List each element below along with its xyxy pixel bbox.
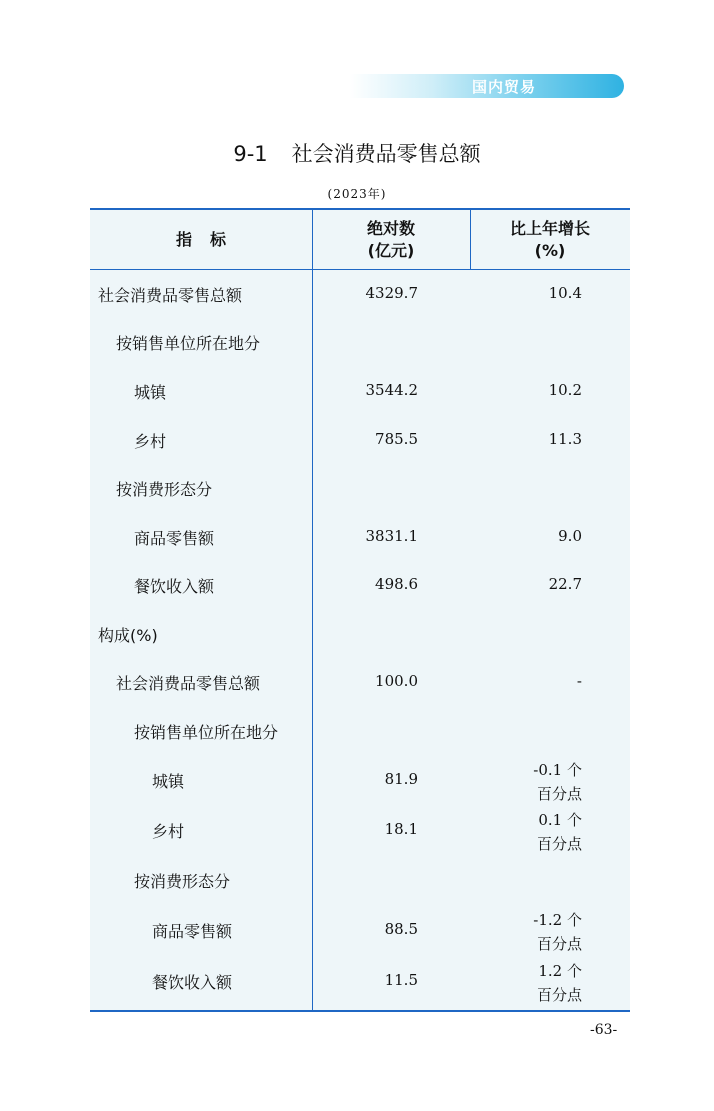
row-growth [537,808,582,856]
row-growth: 10.4 [548,284,582,302]
row-growth: - [576,672,582,690]
row-label: 商品零售额 [134,529,215,548]
row-value: 3544.2 [365,381,418,399]
row-growth: 22.7 [548,575,582,593]
row-growth-number: 1.2 [538,962,563,980]
row-value: 498.6 [375,575,418,593]
row-label: 乡村 [152,822,185,841]
year-note: (2023年) [327,187,387,201]
row-label: 社会消费品零售总额 [98,286,243,305]
row-growth: 9.0 [558,527,582,545]
row-growth [533,758,582,806]
row-growth-unit: 个 [566,811,582,829]
table-row [90,907,630,955]
row-label: 城镇 [152,772,185,791]
row-value: 100.0 [375,672,418,690]
table-row [90,958,630,1006]
row-growth [537,959,582,1007]
row-growth: 11.3 [548,430,582,448]
row-label: 商品零售额 [152,922,233,941]
table-row [90,514,630,562]
row-growth-unit-line2: 百分点 [536,935,582,953]
table-row [90,319,630,367]
table-row [90,757,630,805]
row-growth-unit: 个 [566,962,582,980]
table-row [90,611,630,659]
header-absolute-unit: (亿元) [367,240,415,260]
row-growth-number: -1.2 [533,911,563,929]
header-absolute-title: 绝对数 [366,218,415,238]
table-row [90,659,630,707]
row-value: 11.5 [384,971,418,989]
row-label: 按销售单位所在地分 [134,723,279,742]
table-number: 9-1 [233,142,268,166]
header-growth-unit: (%) [534,240,566,260]
row-growth-unit-line2: 百分点 [536,986,582,1004]
row-value: 81.9 [384,770,418,788]
table-row [90,465,630,513]
header-growth [470,210,630,269]
table-row [90,271,630,319]
table-row [90,368,630,416]
table-row [90,857,630,905]
row-label: 按销售单位所在地分 [116,334,261,353]
row-label: 餐饮收入额 [134,577,215,596]
row-label: 社会消费品零售总额 [116,674,261,693]
row-label: 乡村 [134,432,167,451]
row-label: 餐饮收入额 [152,973,233,992]
section-tab [350,74,624,98]
row-growth-unit-line2: 百分点 [536,785,582,803]
row-growth-unit: 个 [566,911,582,929]
row-growth [533,908,582,956]
row-label: 按消费形态分 [116,480,213,499]
row-growth: 10.2 [548,381,582,399]
row-label: 构成(%) [98,626,158,645]
row-value: 88.5 [384,920,418,938]
row-value: 4329.7 [365,284,418,302]
table-row [90,708,630,756]
row-growth-number: 0.1 [538,811,563,829]
row-label: 按消费形态分 [134,872,231,891]
row-value: 18.1 [384,820,418,838]
header-absolute [312,210,470,269]
header-growth-title: 比上年增长 [509,218,590,238]
table-title-text: 社会消费品零售总额 [291,142,481,166]
table-row [90,417,630,465]
page-number: -63- [590,1022,618,1038]
row-label: 城镇 [134,383,167,402]
row-growth-unit-line2: 百分点 [536,835,582,853]
header-indicator: 指标 [175,229,244,249]
row-growth-unit: 个 [566,761,582,779]
row-value: 3831.1 [365,527,418,545]
section-tab-label: 国内贸易 [472,78,537,96]
table-row [90,562,630,610]
table-title [0,138,714,168]
table-row [90,807,630,855]
data-table [90,208,630,1012]
row-value: 785.5 [375,430,418,448]
row-growth-number: -0.1 [533,761,563,779]
header-separator [90,269,630,270]
